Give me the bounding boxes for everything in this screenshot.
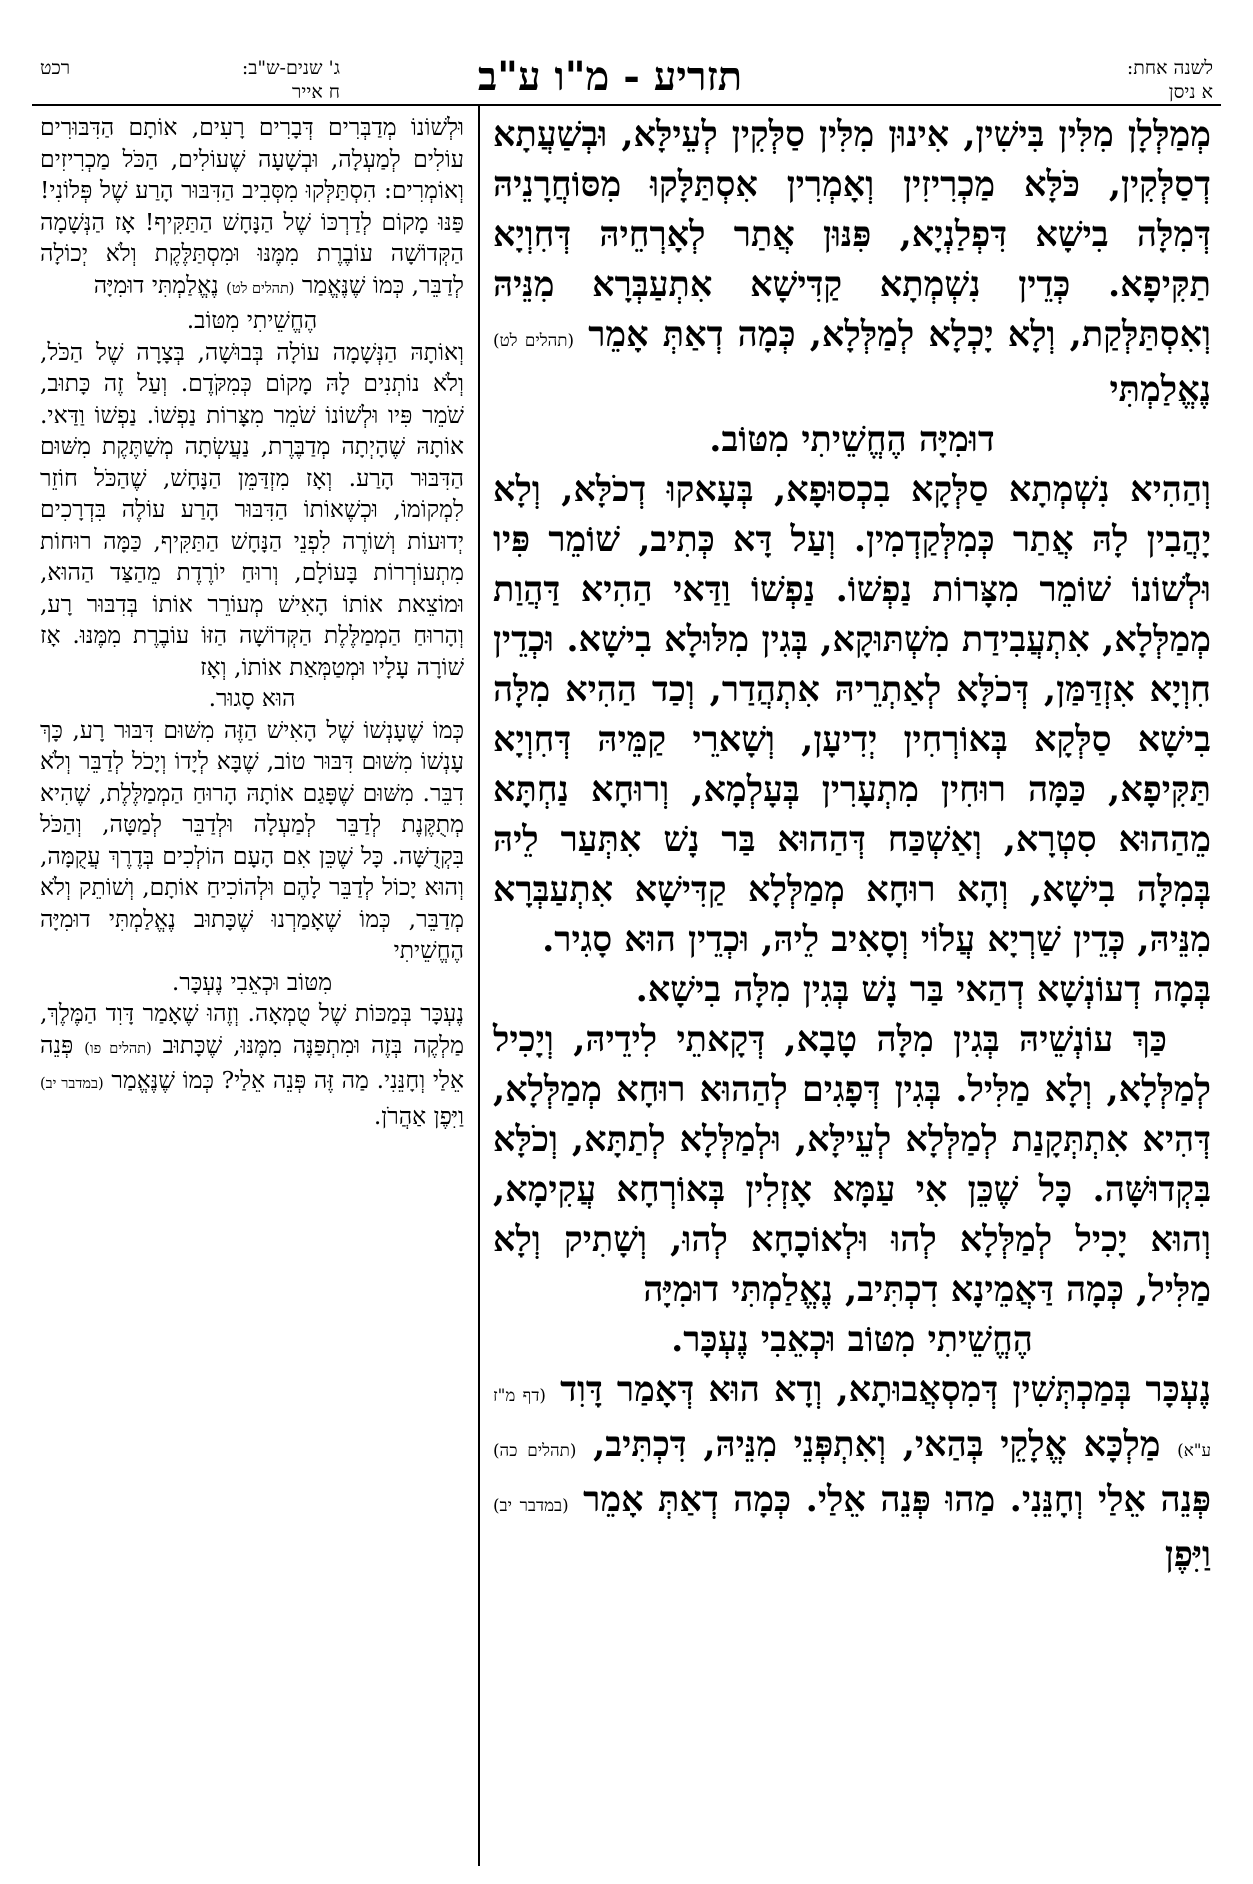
translation-paragraph-end: הֶחֱשֵׁיתִי מִטּוֹב.	[186, 306, 318, 334]
source-reference: (דף מ"ז ע"א)	[493, 1385, 1211, 1460]
header-left	[40, 56, 340, 104]
translation-column	[40, 112, 464, 1862]
translation-paragraph-end: מִטּוֹב וּכְאֵבִי נֶעְכָּר.	[171, 967, 333, 996]
study-date-one-year: א ניסן	[1168, 81, 1213, 103]
translation-paragraph: וּלְשׁוֹנוֹ מְדַבְּרִים דְּבָרִים רָעִים, אוֹתָם הַדִּבּוּרִים עוֹלִים לְמַעְלָה, וּבְשָׁעָה שֶׁעוֹלִים, הַכֹּל מַכְרִיזִים וְאוֹמְרִים: הִסְתַּלְּקוּ מִסְּבִיב הַדִּבּוּר הָרַע שֶׁל פְּלוֹנִי! פַּנּוּ מָקוֹם לְדַרְכּוֹ שֶׁל הַנָּחָשׁ הַתַּקִּיף! אָז הַנְּשָׁמָה הַקְּדוֹשָׁה עוֹבֶרֶת מִמֶּנּוּ וּמִסְתַּלֶּקֶת וְלֹא יְכוֹלָה לְדַבֵּר, כְּמוֹ שֶׁנֶּאֱמַר (תהלים לט) נֶאֱלַמְתִּי דוּמִיָּה	[40, 113, 464, 299]
page-title: תזריע - מ"ו ע"ב	[477, 53, 743, 100]
source-reference: (תהלים כה)	[493, 1440, 577, 1460]
header-right	[963, 56, 1213, 104]
source-reference: (תהלים לט)	[226, 280, 295, 297]
study-plan-three-years: ג' שנים-ש"ב:	[241, 57, 340, 79]
header-divider	[32, 104, 1221, 106]
main-text-column	[493, 110, 1211, 1860]
translation-paragraph: כְּמוֹ שֶׁעָנְשׁוֹ שֶׁל הָאִישׁ הַזֶּה מִשּׁוּם דִּבּוּר רָע, כָּךְ עָנְשׁוֹ מִשּׁוּם דִּבּוּר טוֹב, שֶׁבָּא לְיָדוֹ וְיָכֹל לְדַבֵּר וְלֹא דִבֵּר. מִשּׁוּם שֶׁפָּגַם אוֹתָהּ הָרוּחַ הַמְמַלֶּלֶת, שֶׁהִיא מְתֻקֶּנֶת לְדַבֵּר לְמַעְלָה וּלְדַבֵּר לְמַטָּה, וְהַכֹּל בִּקְדֻשָּׁה. כָּל שֶׁכֵּן אִם הָעָם הוֹלְכִים בְּדֶרֶךְ עֲקֻמָּה, וְהוּא יָכוֹל לְדַבֵּר לָהֶם וּלְהוֹכִיחַ אוֹתָם, וְשׁוֹתֵק וְלֹא מְדַבֵּר, כְּמוֹ שֶׁאָמַרְנוּ שֶׁכָּתוּב נֶאֱלַמְתִּי דוּמִיָּה הֶחֱשֵׁיתִי	[40, 715, 464, 964]
main-paragraph: נֶעְכָּר בְּמַכְתְּשִׁין דְּמִסְאֲבוּתָא, וְדָא הוּא דְּאָמַר דָּוִד (דף מ"ז ע"א) מַלְכָּא אֱלָקֵי בְּהַאי, וְאִתְפְּנֵי מִנֵּיהּ, דִּכְתִּיב, (תהלים כה) פְּנֵה אֵלַי וְחָנֵּנִי. מַהוּ פְּנֵה אֵלַי. כְּמָה דְאַתְּ אָמֵר (במדבר יב) וַיִּפֶן	[493, 1369, 1211, 1575]
main-paragraph: וְהַהִיא נִשְׁמְתָא סַלְּקָא בִכְסוּפָא, בְּעָאקוּ דְכֹלָּא, וְלָא יָהֲבִין לָהּ אֲתַר כְּמִלְּקַדְמִין. וְעַל דָּא כְּתִיב, שׁוֹמֵר פִּיו וּלְשׁוֹנוֹ שׁוֹמֵר מִצָּרוֹת נַפְשׁוֹ. נַפְשׁוֹ וַדַּאי הַהִיא דַּהֲוַת מְמַלְּלָא, אִתְעֲבִידַת מִשְׁתּוּקָא, בְּגִין מִלּוּלָא בִישָׁא. וּכְדֵין חִוְיָא אִזְדַּמַּן, דְּכֹלָּא לְאַתְרֵיהּ אִתְהֲדַר, וְכַד הַהִיא מִלָּה בִישָׁא סַלְּקָא בְּאוֹרְחִין יְדִיעָן, וְשָׁארֵי קַמֵּיהּ דְּחִוְיָא תַּקִּיפָא, כַּמָּה רוּחִין מִתְעָרִין בְּעָלְמָא, וְרוּחָא נַחְתָּא מֵהַהוּא סִטְרָא, וְאַשְׁכַּח דְּהַהוּא בַּר נָשׁ אִתְּעַר לֵיהּ בְּמִלָּה בִישָׁא, וְהָא רוּחָא מְמַלְּלָא קַדִּישָׁא אִתְעַבְּרָא מִנֵּיהּ, כְּדֵין שַׁרְיָא עֲלוֹי וְסָאִיב לֵיהּ, וּכְדֵין הוּא סָגִיר.	[493, 469, 1211, 960]
study-plan-one-year: לשנה אחת:	[1126, 57, 1213, 79]
main-paragraph: כַּךְ עוֹנְשֵׁיהּ בְּגִין מִלָּה טָבָא, דְּקָאתֵי לִידֵיהּ, וְיָכִיל לְמַלְּלָא, וְלָא מַלִּיל. בְּגִין דְּפָגִים לְהַהוּא רוּחָא מְמַלְּלָא, דְּהִיא אִתְתְּקָנַת לְמַלְּלָא לְעֵילָּא, וּלְמַלְּלָא לְתַתָּא, וְכֹלָּא בִּקְדוּשָּׁה. כָּל שֶׁכֵּן אִי עַמָּא אָזְלִין בְּאוֹרְחָא עֲקִימָא, וְהוּא יָכִיל לְמַלְּלָא לְהוּ וּלְאוֹכָחָא לְהוּ, וְשָׁתִיק וְלָא מַלִּיל, כְּמָה דַּאֲמֵינָא דִכְתִּיב, נֶאֱלַמְתִּי דוּמִיָּה	[493, 1019, 1211, 1310]
source-reference: (תהלים לט)	[493, 330, 575, 350]
translation-paragraph: נֶעְכָּר בְּמַכּוֹת שֶׁל טֻמְאָה. וְזֶהוּ שֶׁאָמַר דָּוִד הַמֶּלֶךְ, מַלְקֶה בְּזֶה וּמִתְפַּנֶּה מִמֶּנּוּ, שֶׁכָּתוּב (תהלים פו) פְּנֵה אֵלַי וְחָנֵּנִי. מַה זֶּה פְּנֵה אֵלַי? כְּמוֹ שֶׁנֶּאֱמַר (במדבר יב) וַיִּפֶן אַהֲרֹן.	[40, 999, 465, 1130]
main-paragraph-end: דוּמִיָּה הֶחֱשֵׁיתִי מִטּוֹב.	[709, 419, 995, 460]
main-paragraph: בְּמָה דְעוֹנְשָׁא דְהַאי בַּר נָשׁ בְּגִין מִלָּה בִישָׁא.	[635, 969, 1211, 1010]
source-reference: (תהלים פו)	[84, 1040, 152, 1057]
source-reference: (במדבר יב)	[40, 1076, 104, 1092]
page-number: רכט	[40, 57, 71, 79]
main-paragraph: מְמַלְּלָן מִלִּין בִּישִׁין, אִינוּן מִלִּין סַלְּקִין לְעֵילָּא, וּבְשַׁעֲתָא דְסַלְּקִין, כֹּלָּא מַכְרִיזִין וְאָמְרִין אִסְתַּלָּקוּ מִסּוֹחֲרָנֵיהּ דְּמִלָּה בִישָׁא דִּפְלַנְיָא, פִּנּוּן אֲתַר לְאָרְחֵיהּ דְּחִוְיָא תַקִּיפָא. כְּדֵין נִשְׁמְתָא קַדִּישָׁא אִתְעַבְּרָא מִנֵּיהּ וְאִסְתַּלְּקַת, וְלָא יָכְלָא לְמַלְּלָא, כְּמָה דְאַתְּ אָמֵר (תהלים לט) נֶאֱלַמְתִּי	[493, 114, 1211, 410]
study-date-three-years: ח אייר	[292, 81, 340, 103]
column-divider	[478, 106, 480, 1866]
translation-paragraph: וְאוֹתָהּ הַנְּשָׁמָה עוֹלָה בְּבוּשָׁה, בְּצָרָה שֶׁל הַכֹּל, וְלֹא נוֹתְנִים לָהּ מָקוֹם כְּמִקֹּדֶם. וְעַל זֶה כָּתוּב, שֹׁמֵר פִּיו וּלְשׁוֹנוֹ שֹׁמֵר מִצָּרוֹת נַפְשׁוֹ. נַפְשׁוֹ וַדַּאי. אוֹתָהּ שֶׁהָיְתָה מְדַבֶּרֶת, נַעֲשְׂתָה מְשַׁתֶּקֶת מִשּׁוּם הַדִּבּוּר הָרַע. וְאָז מִזְדַּמֵּן הַנָּחָשׁ, שֶׁהַכֹּל חוֹזֵר לִמְקוֹמוֹ, וּכְשֶׁאוֹתוֹ הַדִּבּוּר הָרַע עוֹלֶה בִּדְרָכִים יְדוּעוֹת וְשׁוֹרֶה לִפְנֵי הַנָּחָשׁ הַתַּקִּיף, כַּמָּה רוּחוֹת מִתְעוֹרְרוֹת בָּעוֹלָם, וְרוּחַ יוֹרֶדֶת מֵהַצַּד הַהוּא, וּמוֹצֵאת אוֹתוֹ הָאִישׁ מְעוֹרֵר אוֹתוֹ בְּדִבּוּר רָע, וְהָרוּחַ הַמְמַלֶּלֶת הַקְּדוֹשָׁה הַזּוֹ עוֹבֶרֶת מִמֶּנּוּ. אָז שׁוֹרָה עָלָיו וּמְטַמְּאַת אוֹתוֹ, וְאָז	[40, 337, 464, 681]
source-reference: (במדבר יב)	[493, 1495, 569, 1515]
translation-paragraph-end: הוּא סָגוּר.	[208, 684, 296, 712]
main-paragraph-end: הֶחֱשֵׁיתִי מִטּוֹב וּכְאֵבִי נֶעְכָּר.	[671, 1319, 1033, 1360]
